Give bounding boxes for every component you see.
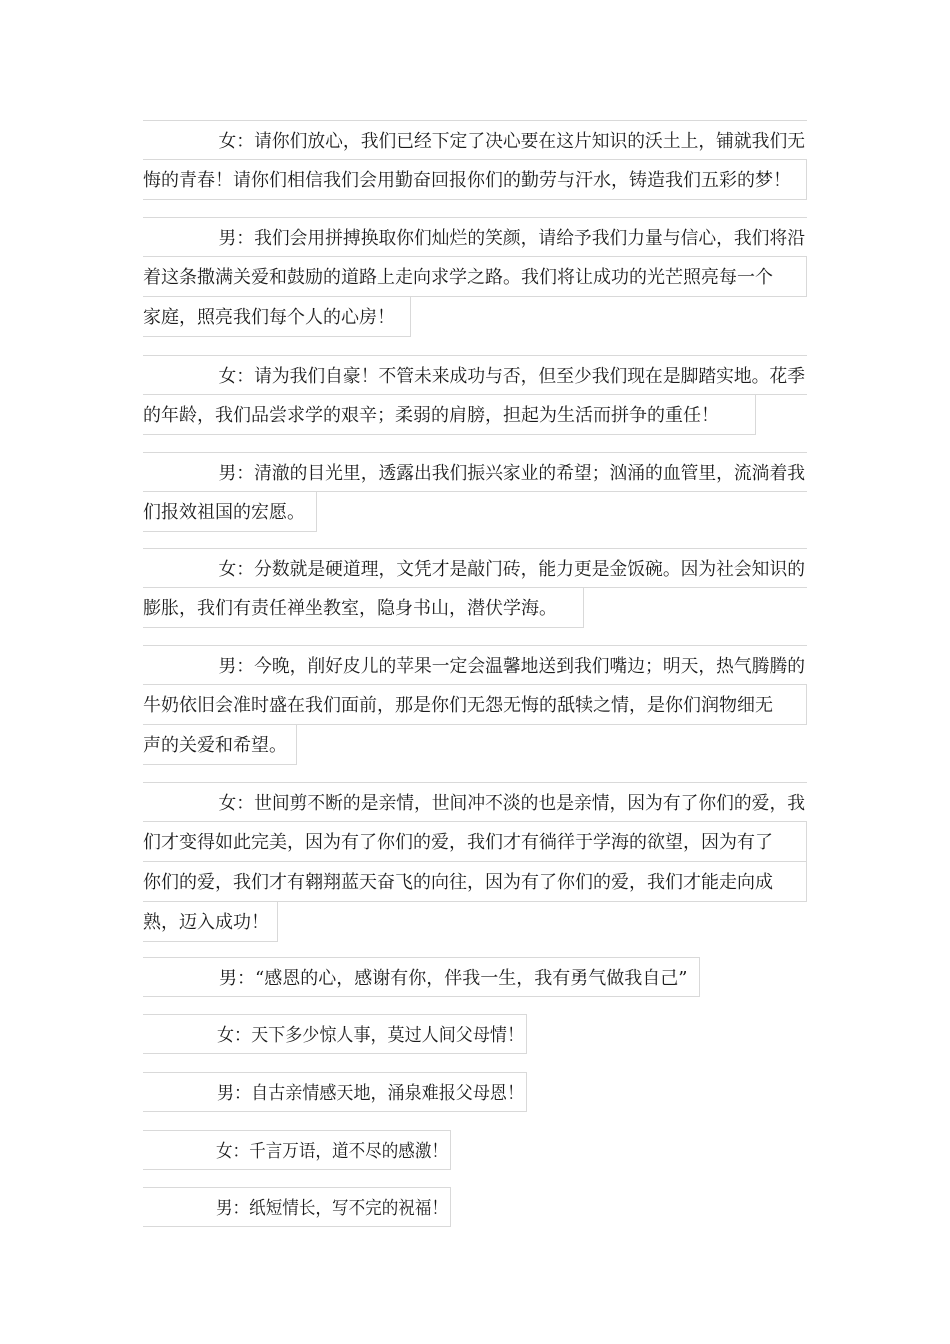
text-line: 们报效祖国的宏愿。 (143, 492, 317, 532)
text-line: 男：清澈的目光里，透露出我们振兴家业的希望；汹涌的血管里，流淌着我 (143, 452, 807, 492)
text-line: 女：请为我们自豪！不管未来成功与否，但至少我们现在是脚踏实地。花季 (143, 355, 807, 395)
paragraph-3 (143, 355, 807, 435)
text-line: 女：千言万语，道不尽的感激！ (143, 1130, 451, 1170)
text-line: 家庭，照亮我们每个人的心房！ (143, 297, 411, 337)
text-line: 男：“感恩的心，感谢有你，伴我一生，我有勇气做我自己” (143, 957, 700, 997)
text-line: 声的关爱和希望。 (143, 725, 297, 765)
text-line: 男：纸短情长，写不完的祝福！ (143, 1187, 451, 1227)
paragraph-12 (143, 1187, 451, 1227)
text-line: 女：分数就是硬道理，文凭才是敲门砖，能力更是金饭碗。因为社会知识的 (143, 548, 807, 588)
paragraph-7 (143, 782, 807, 942)
text-line: 男：我们会用拼搏换取你们灿烂的笑颜，请给予我们力量与信心，我们将沿 (143, 217, 807, 257)
text-line: 你们的爱，我们才有翱翔蓝天奋飞的向往，因为有了你们的爱，我们才能走向成 (143, 862, 807, 902)
paragraph-4 (143, 452, 807, 532)
text-line: 悔的青春！请你们相信我们会用勤奋回报你们的勤劳与汗水，铸造我们五彩的梦！ (143, 160, 807, 200)
text-line: 男：自古亲情感天地，涌泉难报父母恩！ (143, 1072, 527, 1112)
text-line: 们才变得如此完美，因为有了你们的爱，我们才有徜徉于学海的欲望，因为有了 (143, 822, 807, 862)
paragraph-6 (143, 645, 807, 765)
text-line: 女：世间剪不断的是亲情，世间冲不淡的也是亲情，因为有了你们的爱，我 (143, 782, 807, 822)
text-line: 膨胀，我们有责任禅坐教室，隐身书山，潜伏学海。 (143, 588, 584, 628)
paragraph-8 (143, 957, 700, 997)
text-line: 着这条撒满关爱和鼓励的道路上走向求学之路。我们将让成功的光芒照亮每一个 (143, 257, 807, 297)
paragraph-2 (143, 217, 807, 337)
paragraph-5 (143, 548, 807, 628)
paragraph-1 (143, 120, 807, 200)
text-line: 熟，迈入成功！ (143, 902, 278, 942)
text-line: 女：请你们放心，我们已经下定了决心要在这片知识的沃土上，铺就我们无 (143, 120, 807, 160)
text-line: 牛奶依旧会准时盛在我们面前，那是你们无怨无悔的舐犊之情，是你们润物细无 (143, 685, 807, 725)
text-line: 的年龄，我们品尝求学的艰辛；柔弱的肩膀，担起为生活而拼争的重任！ (143, 395, 756, 435)
paragraph-9 (143, 1014, 527, 1054)
paragraph-10 (143, 1072, 527, 1112)
paragraph-11 (143, 1130, 451, 1170)
text-line: 男：今晚，削好皮儿的苹果一定会温馨地送到我们嘴边；明天，热气腾腾的 (143, 645, 807, 685)
text-line: 女：天下多少惊人事，莫过人间父母情！ (143, 1014, 527, 1054)
